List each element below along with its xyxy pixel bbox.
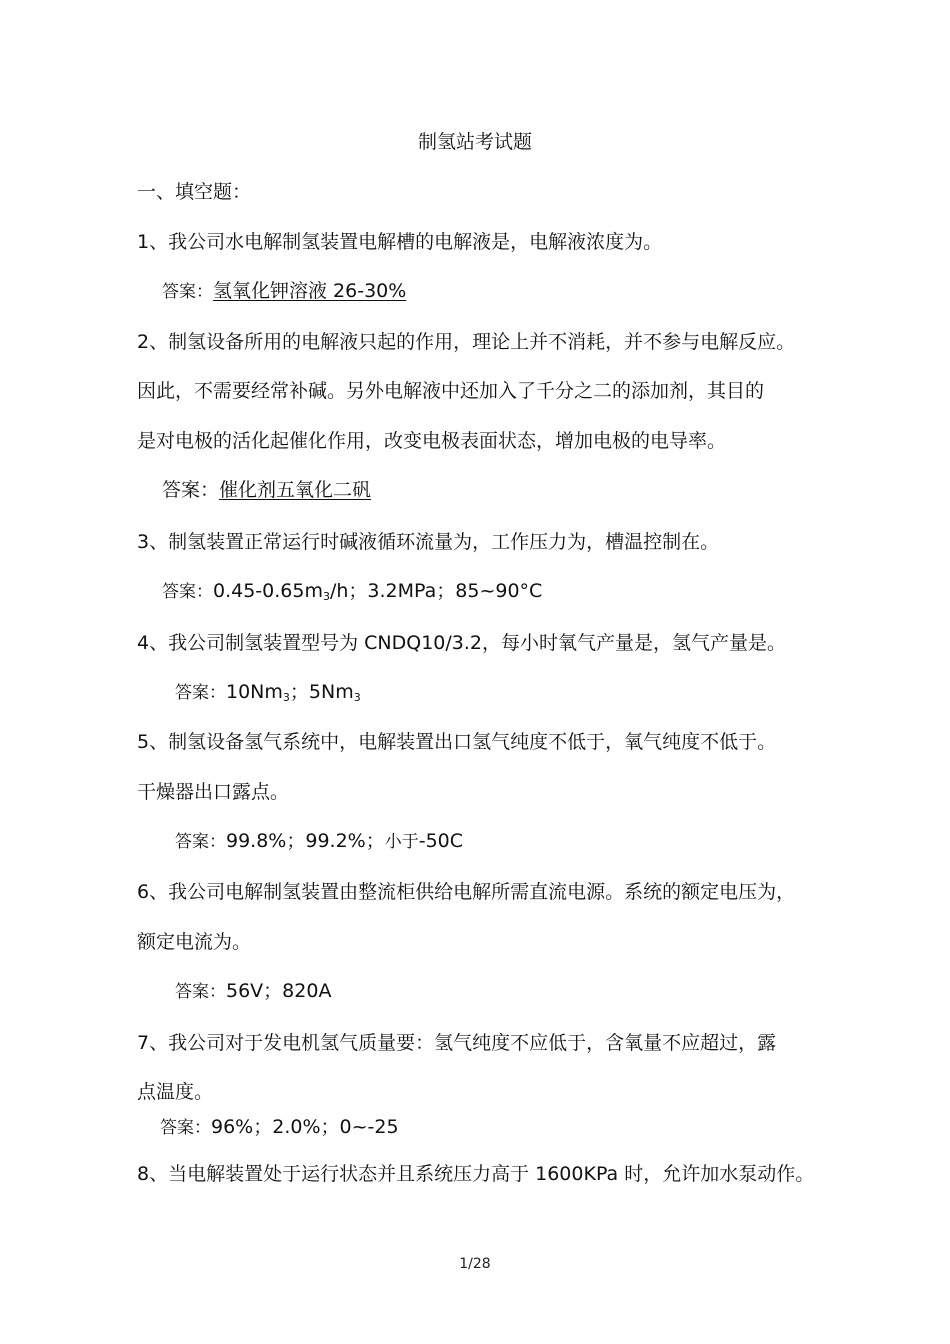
answer-value: 56V；820A	[226, 980, 332, 1002]
question-5-line-2: 干燥器出口露点。	[137, 781, 290, 803]
answer-label: 答案：	[175, 683, 226, 703]
answer-value: 氢氧化钾溶液 26-30%	[213, 280, 407, 302]
answer-value: 96%；2.0%；0~-25	[211, 1116, 399, 1138]
page-number: 1/28	[459, 1256, 491, 1272]
answer-1	[162, 280, 406, 303]
answer-3	[162, 580, 542, 608]
answer-value: 99.8%；99.2%；	[226, 830, 385, 852]
question-5-line-1: 5、制氢设备氢气系统中，电解装置出口氢气纯度不低于，氧气纯度不低于。	[137, 731, 777, 753]
question-1: 1、我公司水电解制氢装置电解槽的电解液是，电解液浓度为。	[137, 231, 663, 253]
answer-label: 答案：	[162, 582, 213, 602]
answer-subscript: 3	[322, 590, 330, 603]
question-8: 8、当电解装置处于运行状态并且系统压力高于 1600KPa 时，允许加水泵动作。	[137, 1163, 815, 1185]
answer-label: 答案：	[175, 982, 226, 1002]
answer-label: 答案：	[160, 1118, 211, 1138]
answer-2	[162, 479, 371, 502]
question-2-line-3: 是对电极的活化起催化作用，改变电极表面状态，增加电极的电导率。	[137, 430, 727, 452]
answer-label: 答案：	[175, 832, 226, 852]
answer-label: 答案：	[162, 282, 213, 302]
answer-value-end: -50C	[418, 830, 464, 852]
question-3: 3、制氢装置正常运行时碱液循环流量为，工作压力为，槽温控制在。	[137, 531, 720, 553]
question-6-line-2: 额定电流为。	[137, 931, 252, 953]
answer-value: 催化剂五氧化二矾	[219, 479, 372, 501]
answer-4	[175, 681, 361, 709]
question-6-line-1: 6、我公司电解制氢装置由整流柜供给电解所需直流电源。系统的额定电压为，	[137, 881, 796, 903]
question-2-line-1: 2、制氢设备所用的电解液只起的作用，理论上并不消耗，并不参与电解反应。	[137, 331, 796, 353]
answer-value-b: /h；3.2MPa；85~90°C	[329, 580, 543, 602]
answer-value-b: ；5Nm	[289, 681, 354, 703]
section-heading: 一、填空题：	[137, 181, 252, 203]
question-7-line-1: 7、我公司对于发电机氢气质量要：氢气纯度不应低于，含氧量不应超过，露	[137, 1032, 777, 1054]
page-title: 制氢站考试题	[417, 131, 532, 153]
answer-subscript-1: 3	[282, 691, 290, 704]
question-4: 4、我公司制氢装置型号为 CNDQ10/3.2，每小时氧气产量是，氢气产量是。	[137, 632, 786, 654]
answer-value-a: 0.45-0.65m	[213, 580, 323, 602]
answer-label: 答案：	[162, 479, 220, 501]
answer-5	[175, 830, 463, 853]
answer-small-text: 小于	[384, 832, 419, 852]
question-2-line-2: 因此，不需要经常补碱。另外电解液中还加入了千分之二的添加剂，其目的	[137, 380, 765, 402]
answer-value-a: 10Nm	[226, 681, 283, 703]
answer-7	[160, 1116, 399, 1139]
answer-subscript-2: 3	[353, 691, 361, 704]
answer-6	[175, 980, 331, 1003]
question-7-line-2: 点温度。	[137, 1081, 214, 1103]
